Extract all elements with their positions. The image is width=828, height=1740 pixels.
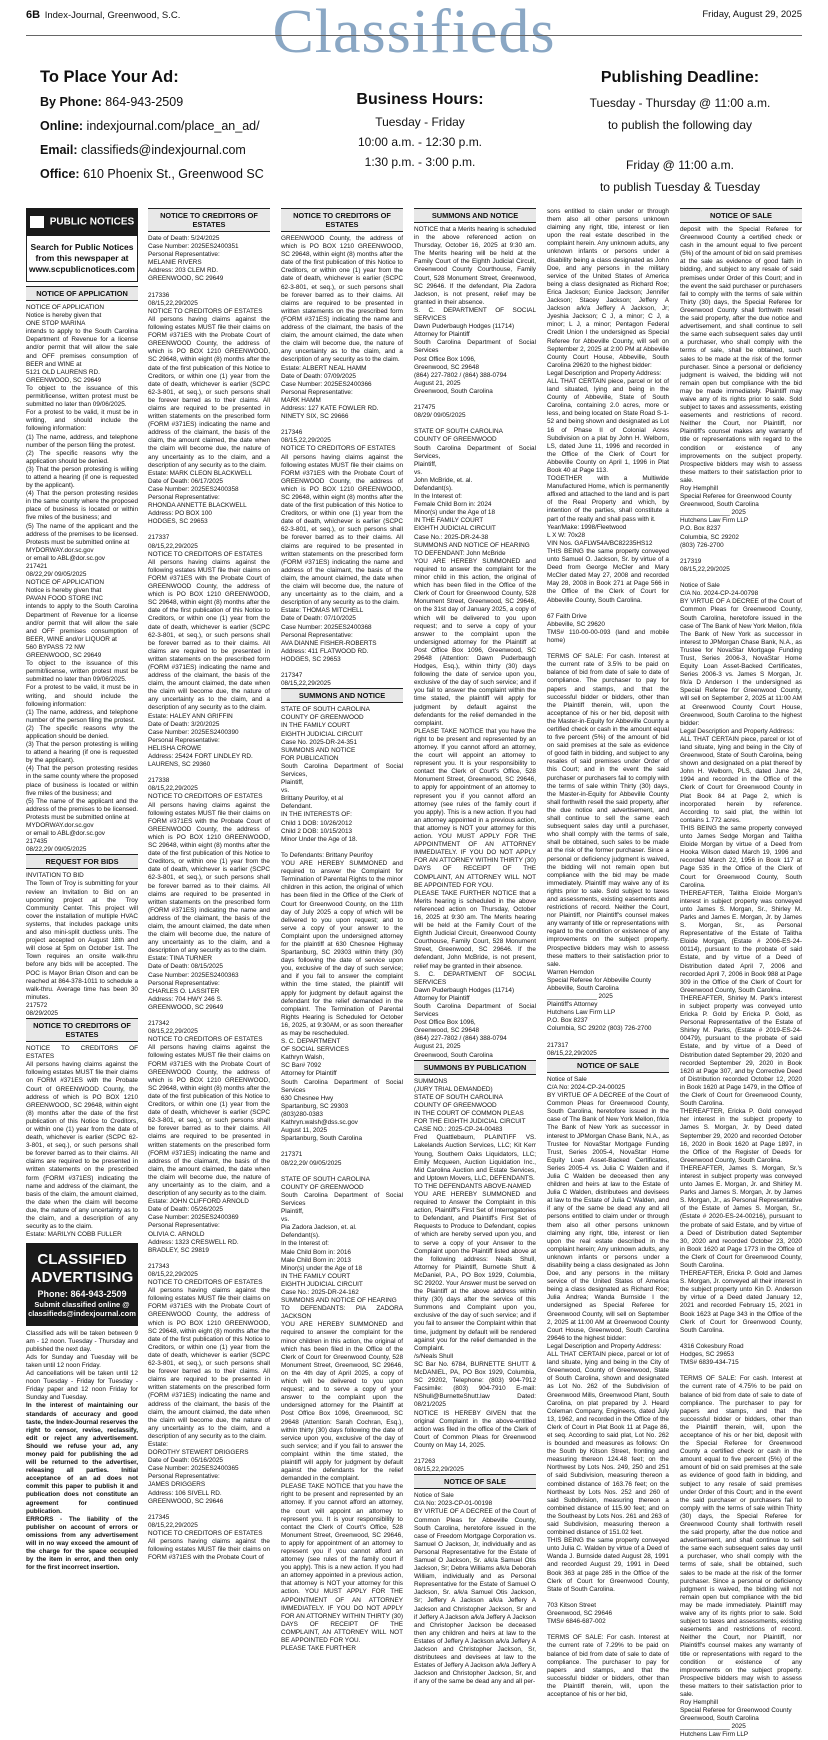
deadline-line-2: to publish the following day	[607, 118, 753, 132]
classified-box-phone[interactable]: Phone: 864-943-2509	[37, 1289, 127, 1300]
classified-policy-text: Classified ads will be taken between 9 am - 12 noon. Tuesday - Thursday and published the next day. Ads for Sunday and Tuesday will be taken until 12 noon Friday. Ad cancellations will be taken until 12 noon Tuesday - Friday for Tuesday - Friday paper and 12 noon Friday for Sunday and Tuesday.	[26, 1329, 138, 1402]
hours-afternoon: 1:30 p.m. - 3:00 p.m.	[364, 155, 476, 169]
newspaper-icon	[30, 216, 44, 228]
header-rule	[26, 35, 802, 36]
column-2	[148, 208, 270, 1576]
notice-body: STATE OF SOUTH CAROLINA COUNTY OF GREENWOOD IN THE FAMILY COURT EIGHTH JUDICIAL CIRCUIT Case No. 2025-DR-24-351 SUMMONS AND NOTICE FOR PUBLICATION South Carolina Department of Social Services, Plaintiff, vs. Brittany Peurifoy, et al Defendant. IN THE INTERESTS OF: Child 1 DOB: 10/26/2012 Child 2 DOB: 10/15/2013 Minor Under the Age of 18. To Defendants: Brittany Peurifoy YOU ARE HEREBY SUMMONED and required to answer the Complaint for Termination of Parental Rights to the minor children in this action, the original of which has been filed in the Office of the Clerk of Court for Greenwood County, on the 11th day of July 2025 a copy of which will be delivered to you upon request; and to serve a copy of your answer to the Complaint upon the undersigned attorney for the plaintiff at 630 Chesnee Highway Spartanburg, SC 29303 within thirty (30) days following the date of service upon you, exclusive of the day of such service; and if you fail to answer the complaint within the time stated, the plaintiff will apply for judgment by default against the defendant for the relief demanded in the complaint. The Termination of Parental Rights Hearing is Scheduled for October 16, 2025, at 9:30AM, or as soon thereafter as may be rescheduled. S. C. DEPARTMENT OF SOCIAL SERVICES Kathryn Walsh, SC Bar# 7092 Attorney for Plaintiff South Carolina Department of Social Services 630 Chesnee Hwy Spartanburg, SC 29303 (803)280-0383 Kathryn.walsh@dss.sc.gov August 11, 2025 Spartanburg, South Carolina 217371 08/22,29/ 09/05/2025 STATE OF SOUTH CAROLINA COUNTY OF GREENWOOD South Carolina Department of Social Services Plaintiff, vs. Pia Zadora Jackson, et. al. Defendant(s). In the Interest of: Male Child Born in: 2016 Male Child Born in: 2013 Minor(s) under the Age of 18 IN THE FAMILY COURT EIGHTH JUDICIAL CIRCUIT Case No.: 2025-DR-24-162 SUMMONS AND NOTICE OF HEARING TO DEFENDANTS: PIA ZADORA JACKSON YOU ARE HEREBY SUMMONED and required to answer the complaint for the minor children in this action, the original of which has been filed in the Office of the Clerk of Court for Greenwood County, 528 Monument Street, Greenwood, SC 29646, on the 4th day of April 2025, a copy of which will be delivered to you upon request; and to serve a copy of your answer to the complaint upon the undersigned attorney for the Plaintiff at Post Office Box 1096, Greenwood, SC 29648 (Attention: Sarah Cochran, Esq.), within thirty (30) days following the date of service upon you, exclusive of the day of such service; and if you fail to answer the complaint within the time stated, the plaintiff will apply for judgment by default against the defendants for the relief demanded in the complaint. PLEASE TAKE NOTICE that you have the right to be present and represented by an attorney. If you cannot afford an attorney, the court will appoint an attorney to represent you. It is your responsibility to contact the Clerk of Court's Office, 528 Monument Street, Greenwood, SC 29646, to apply for appointment of an attorney to represent you if you cannot afford an attorney (see rules of the family court if you apply). This is a new action. If you had an attorney appointed in a previous action, that attorney is NOT your attorney for this action. YOU MUST APPLY FOR THE APPOINTMENT OF AN ATTORNEY IMMEDIATELY. IF YOU DO NOT APPLY FOR AN ATTORNEY WITHIN THIRTY (30) DAYS OF RECEIPT OF THE COMPLAINT, AN ATTORNEY WILL NOT BE APPOINTED FOR YOU. PLEASE TAKE FURTHER	[281, 706, 403, 1653]
email-label: Email:	[40, 143, 78, 157]
notice-heading: SUMMONS AND NOTICE	[281, 688, 403, 703]
column-6	[680, 208, 802, 1739]
notice-heading: SUMMONS BY PUBLICATION	[414, 1060, 536, 1075]
notice-heading: NOTICE TO CREDITORS OF ESTATES	[26, 1018, 138, 1042]
business-days: Tuesday - Friday	[375, 115, 465, 129]
notice-body: SUMMONS (JURY TRIAL DEMANDED) STATE OF SOUTH CAROLINA COUNTY OF GREENWOOD IN THE COURT OF COMMON PLEAS FOR THE EIGHTH JUDICIAL CIRCUIT CASE NO.: 2025-CP-24-00483 Fred Quattlebaum, PLAINTIFF VS. Lakelands Auction Services, LLC; Kit Kerr Young, Southern Oaks Liquidators, LLC; Emily Mcqueen, Auction Liquidation Inc., Mid Carolina Auction and Estate Services, and Uptown Movers, LLC, DEFENDANTS. TO THE DEFENDANTS ABOVE-NAMED YOU ARE HEREBY SUMMONED and required to Answer the Complaint in this action, Plaintiff's First Set of Interrogatories to Defendant, and Plaintiff's First Set of Requests to Produce to Defendant, copies of which are hereby served upon you, and to serve a copy of your Answer to the Complaint upon the Plaintiff listed above at the following address: Neals Shull, Attorney for Plaintiff, Burnette Shutt & McDaniel, P.A., PO Box 1929, Columbia, SC 29202. Your Answer must be served on the Plaintiff at the above address within thirty (30) days after the service of this Summons and Complaint upon you, exclusive of the day of such service; and if you fail to answer the Complaint within that time, judgment by default will be rendered against you for the relief demanded in the Complaint. /s/Neals Shull SC Bar No. 6784, BURNETTE SHUTT & McDANIEL, PA, PO Box 1929, Columbia, SC 29202, Telephone: (803) 904-7912 Facsimile: (803) 904-7910 E-mail: NShull@BurnetteShutt.law Dated: 08/21/2025 NOTICE IS HEREBY GIVEN that the original Complaint in the above-entitled action was filed in the office of the Clerk of Court of Common Pleas for Greenwood County on May 14, 2025. 217263 08/15,22,29/2025	[414, 1077, 536, 1474]
notice-heading: NOTICE TO CREDITORS OF ESTATES	[148, 208, 270, 232]
online-link[interactable]: indexjournal.com/place_an_ad/	[86, 119, 260, 133]
phone-value[interactable]: 864-943-2509	[105, 95, 184, 109]
hours-morning: 10:00 a.m. - 12:30 p.m.	[357, 135, 483, 149]
notice-body: Date of Death: 5/24/2025 Case Number: 2025ES2400351 Personal Representative: MELANIE RIVERS Address: 203 CLEM RD. GREENWOOD, SC 29649 217336 08/15,22,29/2025 NOTICE TO CREDITORS OF ESTATES All persons having claims against the following estates MUST file their claims on FORM #371ES with the Probate Court of GREENWOOD County, the address of which is PO BOX 1210 GREENWOOD, SC 29648, within eight (8) months after the date of the first publication of this Notice to Creditors, or within one (1) year from the date of death, whichever is earlier (SCPC 62-3-801, et seq.), or such persons shall be forever barred as to their claims. All claims are required to be presented in written statements on the prescribed form (FORM #371ES) indicating the name and address of the claimant, the basis of the claim, the amount claimed, the date when the claim will become due, the nature of any uncertainty as to the claim, and a description of any security as to the claim. Estate: MARK CLEON BLACKWELL Date of Death: 06/17/2025 Case Number: 2025ES2400358 Personal Representative: RHONDA ANNETTE BLACKWELL Address: PO BOX 100 HODGES, SC 29653 217337 08/15,22,29/2025 NOTICE TO CREDITORS OF ESTATES All persons having claims against the following estates MUST file their claims on FORM #371ES with the Probate Court of GREENWOOD County, the address of which is PO BOX 1210 GREENWOOD, SC 29648, within eight (8) months after the date of the first publication of this Notice to Creditors, or within one (1) year from the date of death, whichever is earlier (SCPC 62-3-801, et seq.), or such persons shall be forever barred as to their claims. All claims are required to be presented in written statements on the prescribed form (FORM #371ES) indicating the name and address of the claimant, the basis of the claim, the amount claimed, the date when the claim will become due, the nature of any uncertainty as to the claim, and a description of any security as to the claim. Estate: HALEY ANN GRIFFIN Date of Death: 3/20/2025 Case Number: 2025ES2400390 Personal Representative: HELISHA CROWE Address: 25424 FORT LINDLEY RD. LAURENS, SC 29360 217338 08/15,22,29/2025 NOTICE TO CREDITORS OF ESTATES All persons having claims against the following estates MUST file their claims on FORM #371ES with the Probate Court of GREENWOOD County, the address of which is PO BOX 1210 GREENWOOD, SC 29648, within eight (8) months after the date of the first publication of this Notice to Creditors, or within one (1) year from the date of death, whichever is earlier (SCPC 62-3-801, et seq.), or such persons shall be forever barred as to their claims. All claims are required to be presented in written statements on the prescribed form (FORM #371ES) indicating the name and address of the claimant, the basis of the claim, the amount claimed, the date when the claim will become due, the nature of any uncertainty as to the claim, and a description of any security as to the claim. Estate: TINA TURNER Date of Death: 08/15/2025 Case Number: 2025ES2400363 Personal Representative: CHARLES O. LASSITER Address: 704 HWY 246 S. GREENWOOD, SC 29649 217342 08/15,22,29/2025 NOTICE TO CREDITORS OF ESTATES All persons having claims against the following estates MUST file their claims on FORM #371ES with the Probate Court of GREENWOOD County, the address of which is PO BOX 1210 GREENWOOD, SC 29648, within eight (8) months after the date of the first publication of this Notice to Creditors, or within one (1) year from the date of death, whichever is earlier (SCPC 62-3-801, et seq.), or such persons shall be forever barred as to their claims. All claims are required to be presented in written statements on the prescribed form (FORM #371ES) indicating the name and address of the claimant, the basis of the claim, the amount claimed, the date when the claim will become due, the nature of any uncertainty as to the claim, and a description of any security as to the claim. Estate: JOHN CLIFFORD ARNOLD Date of Death: 05/26/2025 Case Number: 2025ES2400369 Personal Representative: OLIVIA C. ARNOLD Address: 1323 CRESWELL RD. BRADLEY, SC 29819 217343 08/15,22,29/2025 NOTICE TO CREDITORS OF ESTATES All persons having claims against the following estates MUST file their claims on FORM #371ES with the Probate Court of GREENWOOD County, the address of which is PO BOX 1210 GREENWOOD, SC 29648, within eight (8) months after the date of the first publication of this Notice to Creditors, or within one (1) year from the date of death, whichever is earlier (SCPC 62-3-801, et seq.), or such persons shall be forever barred as to their claims. All claims are required to be presented in written statements on the prescribed form (FORM #371ES) indicating the name and address of the claimant, the basis of the claim, the amount claimed, the date when the claim will become due, the nature of any uncertainty as to the claim, and a description of any security as to the claim. Estate: DOROTHY STEWERT DRIGGERS Date of Death: 05/16/2025 Case Number: 2025ES2400365 Personal Representative: JAMES DRIGGERS Address: 106 SIVELL RD. GREENWOOD, SC 29646 217345 08/15,22,29/2025 NOTICE TO CREDITORS OF ESTATES All persons having claims against the following estates MUST file their claims on FORM #371ES with the Probate Court of	[148, 235, 270, 1562]
notice-heading: NOTICE OF SALE	[414, 1474, 536, 1489]
deadline-gap	[545, 136, 815, 154]
section-name: Index-Journal, Greenwood, S.C.	[44, 10, 181, 21]
publishing-deadline	[545, 64, 815, 198]
notice-body: NOTICE TO CREDITORS OF ESTATES All persons having claims against the following estates MUST file their claims on FORM #371ES with the Probate Court of GREENWOOD County, the address of which is PO BOX 1210 GREENWOOD, SC 29648, within eight (8) months after the date of the first publication of this Notice to Creditors, or within one (1) year from the date of death, whichever is earlier (SCPC 62-3-801, et seq.), or such persons shall be forever barred as to their claims. All claims are required to be presented in written statements on the prescribed form (FORM #371ES) indicating the name and address of the claimant, the basis of the claim, the amount claimed, the date when the claim will become due, the nature of any uncertainty as to the claim, and a description of any security as to the claim. Estate: MARILYN COBB FULLER	[26, 1045, 138, 1239]
notice-body: Notice of Sale C/A No: 2023-CP-01-00198 BY VIRTUE OF A DECREE of the Court of Common Pleas for Abbeville County, South Carolina, heretofore issued in the case of Freedom Mortgage Corporation vs. Samuel O Jackson, Jr, individually and as Personal Representative for the Estate of Samuel O Jackson, Sr. a/k/a Samuel Otis Jackson, Sr; Debra Williams a/k/a Deborah William, individually and as Personal Representative for the Estate of Samuel O Jackson, Sr. a/k/a Samuel Otis Jackson, Sr; Jeffery A Jackson a/k/a Jeffery A Jackson and Christopher Jackson, Sr and if Jeffery A Jackson a/k/a Jeffery A Jackson and Christopher Jackson be deceased then any children and heirs at law to the Estates of Jeffery A Jackson a/k/a Jeffery A Jackson and Christopher Jackson, Sr, distributees and devisees at law to the Estates of Jeffery A Jackson a/k/a Jeffery A Jackson and Christopher Jackson, Sr, and if any of the same be dead any and all per-	[414, 1492, 536, 1686]
public-notices-label: PUBLIC NOTICES	[49, 216, 135, 228]
notice-heading: SUMMONS AND NOTICE	[414, 208, 536, 223]
phone-label: By Phone:	[40, 95, 102, 109]
deadline-line-1: Tuesday - Thursday @ 11:00 a.m.	[589, 96, 771, 110]
page-number: 6B	[26, 9, 41, 21]
classified-box-submit[interactable]: Submit classified online @ classifieds@indexjournal.com	[28, 1300, 136, 1318]
column-1	[26, 208, 138, 1576]
office-label: Office:	[40, 167, 80, 181]
notice-body: INVITATION TO BID The Town of Troy is submitting for your review an Invitation to Bid on an upcoming project at the Troy Community Center. This project will cover the installation of multiple HVAC systems, that includes package units and also mini-split ductless units. The project accepted on August 18th and will close at 5pm on October 1st. The Town requires an onsite walk-thru before any bids will be accepted. The POC is Mayor Brian Olson and can be reached at 864-378-1011 to schedule a walk-thru. Average time has been 30 minutes. 217572 08/29/2025	[26, 872, 138, 1017]
issue-date: Friday, August 29, 2025	[702, 9, 802, 20]
column-4	[414, 208, 536, 1686]
business-hours-title: Business Hours:	[356, 91, 484, 108]
notice-body: NOTICE OF APPLICATION Notice is hereby given that ONE STOP MARINA intends to apply to the South Carolina Department of Revenue for a license and/or permit that will allow the sale and OFF premises consumption of BEER and WINE at 5121 OLD LAURENS RD. GREENWOOD, SC 29649 To object to the issuance of this permit/license, written protest must be submitted no later than 09/06/2025. For a protest to be valid, it must be in writing, and should include the following information: (1) The name, address, and telephone number of the person filing the protest. (2) The specific reasons why the application should be denied. (3) That the person protesting is willing to attend a hearing (if one is requested by the applicant). (4) That the person protesting resides in the same county where the proposed place of business is located or within five miles of the business; and (5) The name of the applicant and the address of the premises to be licensed. Protests must be submitted online at MYDORWAY.dor.sc.gov or email to ABL@dor.sc.gov 217421 08/22,29/ 09/05/2025 NOTICE OF APPLICATION Notice is hereby given that PAVAN FOOD STORE INC intends to apply to the South Carolina Department of Revenue for a license and/or permit that will allow the sale and OFF premises consumption of BEER, WINE and/or LIQUOR at 560 BYPASS 72 NW GREENWOOD, SC 29649 To object to the issuance of this permit/license, written protest must be submitted no later than 09/06/2025. For a protest to be valid, it must be in writing, and should include the following information: (1) The name, address, and telephone number of the person filing the protest. (2) The specific reasons why the application should be denied. (3) That the person protesting is willing to attend a hearing (if one is requested by the applicant). (4) That the person protesting resides in the same county where the proposed place of business is located or within five miles of the business; and (5) The name of the applicant and the address of the premises to be licensed. Protests must be submitted online at MYDORWAY.dor.sc.gov or email to ABL@dor.sc.gov 217435 08/22,29/ 09/05/2025	[26, 304, 138, 854]
classified-errors-text: ERRORS - The liability of the publisher on account of errors or omissions from any advertisement will in no way exceed the amount of the charge for the space occupied by the item in error, and then only for the first incorrect insertion.	[26, 1515, 140, 1572]
masthead-title: Classifieds	[272, 0, 556, 66]
notice-body: NOTICE that a Merits hearing is scheduled in the above referenced action on Thursday, October 16, 2025 at 9:30 am. The Merits hearing will be held at the Family Court of the Eighth Judicial Circuit, Greenwood County Courthouse, Family Court, 528 Monument Street, Greenwood, SC 29646. If the defendant, Pia Zadora Jackson, is not present, relief may be granted in their absence. S. C. DEPARTMENT OF SOCIAL SERVICES Dawn Puderbaugh Hodges (11714) Attorney for Plaintiff South Carolina Department of Social Services Post Office Box 1096, Greenwood, SC 29648 (864) 227-7802 / (864) 388-0794 August 21, 2025 Greenwood, South Carolina 217475 08/29/ 09/05/2025 STATE OF SOUTH CAROLINA COUNTY OF GREENWOOD South Carolina Department of Social Services, Plaintiff, vs. John McBride, et. al. Defendant(s). In the Interest of: Female Child Born in: 2024 Minor(s) under the Age of 18 IN THE FAMILY COURT EIGHTH JUDICIAL CIRCUIT Case No.: 2025-DR-24-38 SUMMONS AND NOTICE OF HEARING TO DEFENDANT: John McBride YOU ARE HEREBY SUMMONED and required to answer the complaint for the minor child in this action, the original of which has been filed in the Office of the Clerk of Court for Greenwood County, 528 Monument Street, Greenwood, SC 29646, on the 31st day of January 2025, a copy of which will be delivered to you upon request; and to serve a copy of your answer to the complaint upon the undersigned attorney for the Plaintiff at Post Office Box 1096, Greenwood, SC 29648 (Attention: Dawn Puderbaugh Hodges, Esq.), within thirty (30) days following the date of service upon you, exclusive of the day of such service; and if you fail to answer the complaint within the time stated, the plaintiff will apply for judgment by default against the defendants for the relief demanded in the complaint. PLEASE TAKE NOTICE that you have the right to be present and represented by an attorney. If you cannot afford an attorney, the court will appoint an attorney to represent you. It is your responsibility to contact the Clerk of Court's Office, 528 Monument Street, Greenwood, SC 29646, to apply for appointment of an attorney to represent you if you cannot afford an attorney (see rules of the family court if you apply). This is a new action. If you had an attorney appointed in a previous action, that attorney is NOT your attorney for this action. YOU MUST APPLY FOR THE APPOINTMENT OF AN ATTORNEY IMMEDIATELY. IF YOU DO NOT APPLY FOR AN ATTORNEY WITHIN THIRTY (30) DAYS OF RECEIPT OF THE COMPLAINT, AN ATTORNEY WILL NOT BE APPOINTED FOR YOU. PLEASE TAKE FURTHER NOTICE that a Merits hearing is scheduled in the above referenced action on Thursday, October 16, 2025 at 9:30 am. The Merits hearing will be held at the Family Court of the Eighth Judicial Circuit, Greenwood County Courthouse, Family Court, 528 Monument Street, Greenwood, SC 29646. If the defendant, John McBride, is not present, relief may be granted in their absence. S. C. DEPARTMENT OF SOCIAL SERVICES Dawn Puderbaugh Hodges (11714) Attorney for Plaintiff South Carolina Department of Social Services Post Office Box 1096, Greenwood, SC 29648 (864) 227-7802 / (864) 388-0794 August 21, 2025 Greenwood, South Carolina	[414, 226, 536, 1059]
deadline-title: Publishing Deadline:	[600, 69, 760, 86]
top-bar	[26, 6, 802, 28]
deadline-line-3: Friday @ 11:00 a.m.	[626, 158, 734, 172]
notice-heading: NOTICE OF SALE	[547, 1058, 669, 1073]
place-ad-title: To Place Your Ad:	[40, 68, 179, 86]
notice-heading: REQUEST FOR BIDS	[26, 854, 138, 869]
classified-advertising-box	[26, 1243, 138, 1325]
public-notices-search[interactable]: Search for Public Notices from this newspaper at www.scpublicnotices.com	[26, 236, 138, 282]
business-hours	[300, 88, 540, 172]
notice-heading: NOTICE OF SALE	[680, 208, 802, 223]
notice-body: GREENWOOD County, the address of which is PO BOX 1210 GREENWOOD, SC 29648, within eight (8) months after the date of the first publication of this Notice to Creditors, or within one (1) year from the date of death, whichever is earlier (SCPC 62-3-801, et seq.), or such persons shall be forever barred as to their claims. All claims are required to be presented in written statements on the prescribed form (FORM #371ES) indicating the name and address of the claimant, the basis of the claim, the amount claimed, the date when the claim will become due, the nature of any uncertainty as to the claim, and a description of any security as to the claim. Estate: ALBERT NEAL HAMM Date of Death: 07/09/2025 Case Number: 2025ES2400366 Personal Representative: MARK HAMM Address: 127 KATE FOWLER RD. NINETY SIX, SC 29666 217346 08/15,22,29/2025 NOTICE TO CREDITORS OF ESTATES All persons having claims against the following estates MUST file their claims on FORM #371ES with the Probate Court of GREENWOOD County, the address of which is PO BOX 1210 GREENWOOD, SC 29648, within eight (8) months after the date of the first publication of this Notice to Creditors, or within one (1) year from the date of death, whichever is earlier (SCPC 62-3-801, et seq.), or such persons shall be forever barred as to their claims. All claims are required to be presented in written statements on the prescribed form (FORM #371ES) indicating the name and address of the claimant, the basis of the claim, the amount claimed, the date when the claim will become due, the nature of any uncertainty as to the claim, and a description of any security as to the claim. Estate: THOMAS MITCHELL Date of Death: 07/10/2025 Case Number: 2025ES2400368 Personal Representative: AVA DIANNE FISHER-ROBERTS Address: 411 FLATWOOD RD. HODGES, SC 29653 217347 08/15,22,29/2025	[281, 235, 403, 688]
public-notices-banner	[26, 208, 138, 236]
deadline-line-4: to publish Tuesday & Tuesday	[599, 180, 761, 194]
notice-body: Notice of Sale C/A No: 2024-CP-24-00025 BY VIRTUE OF A DECREE of the Court of Common Pleas for Greenwood County, South Carolina, heretofore issued in the case of The Bank of New York Mellon, f/k/a The Bank of New York as successor in interest to JPMorgan Chase Bank, N.A., as Trustee for NovaStar Mortgage Funding Trust, Series 2005-4, NovaStar Home Equity Loan Asset-Backed Certificates, Series 2005-4 vs. Julia C Walden and if Julia C Walden be deceased then any children and heirs at law to the Estate of Julia C Walden, distributees and devisees at law to the Estate of Julia C Walden, and if any of the same be dead any and all persons entitled to claim under or through them also all other persons unknown claiming any right, title, interest or lien upon the real estate described in the complaint herein; Any unknown adults, any unknown infants or persons under a disability being a class designated as John Doe, and any persons in the military service of the United States of America being a class designated as Richard Roe; Julia Andrea; Wanda Burnside I the undersigned as Special Referee for Greenwood County, will sell on September 2, 2025 at 11:00 AM at Greenwood County Court House, Greenwood, South Carolina 29646 to the highest bidder: Legal Description and Property Address: ALL THAT CERTAIN piece, parcel or lot of land situate, lying and being in the City of Greenwood, County of Greenwood, State of South Carolina, shown and designated as Lot No. 262 of the Subdivision of Greenwood Mills, Greenwood Plant, South Carolina, on plat prepared by J. Heard Coleman Company, Engineers, dated July 13, 1962, and recorded in the Office of the Clerk of Court in Plat Book 11 at Page 86, et seq. According to said plat, Lot No. 262 is bounded and measures as follows: On the South by Kitson Street, fronting and measuring thereon 124.48 feet; on the Northwest by Lots Nos. 249, 250 and 251 of said Subdivision, measuring thereon a combined distance of 163.76 feet; on the Northeast by Lots Nos. 252 and 260 of said Subdivision, measuring thereon a combined distance of 115.90 feet; and on the Southeast by Lots Nos. 261 and 263 of said Subdivision, measuring thereon a combined distance of 151.02 feet. THIS BEING the same property conveyed unto Julia C. Walden by virtue of a Deed of Wanda J. Burnside dated August 28, 1991 and recorded August 29, 1991 in Deed Book 363 at page 285 in the Office of the Clerk of Court for Greenwood County, State of South Carolina. 703 Kitson Street Greenwood, SC 29646 TMS# 6846-687-002 TERMS OF SALE: For cash. Interest at the current rate of 7.29% to be paid on balance of bid from date of sale to date of compliance. The purchaser to pay for papers and stamps, and that the successful bidder or bidders, other than the Plaintiff therein, will, upon the acceptance of his or her bid,	[547, 1075, 669, 1698]
notice-body: deposit with the Special Referee for Greenwood County a certified check or cash in the amount equal to five percent (5%) of the amount of bid on said premises at the sale as evidence of good faith in bidding, and subject to any resale of said premises under Order of this Court; and in the event the said purchaser or purchasers fail to comply with the terms of sale within Thirty (30) days, the Special Referee for Greenwood County shall forthwith resell the said property, after the due notice and advertisement, and shall continue to sell the same each subsequent sales day until a purchaser, who shall comply with the terms of sale, shall be obtained, such sales to be made at the risk of the former purchaser. Since a personal or deficiency judgment is waived, the bidding will not remain open but compliance with the bid may be made immediately. Plaintiff may waive any of its rights prior to sale. Sold subject to taxes and assessments, existing easements and restrictions of record. Neither the Court, nor Plaintiff, nor Plaintiff's counsel makes any warranty of title or representations with regard to the condition or existence of any improvements on the subject property. Prospective bidders may wish to assess these matters to their satisfaction prior to sale. Roy Hemphill Special Referee for Greenwood County Greenwood, South Carolina ______________ 2025 Hutchens Law Firm LLP P.O. Box 8237 Columbia, SC 29202 (803) 726-2700 217319 08/15,22,29/2025 Notice of Sale C/A No. 2024-CP-24-00798 BY VIRTUE OF A DECREE of the Court of Common Pleas for Greenwood County, South Carolina, heretofore issued in the case of The Bank of New York Mellon, f/k/a The Bank of New York as successor in interest to JPMorgan Chase Bank, N.A., as Trustee for NovaStar Mortgage Funding Trust, Series 2006-3, NovaStar Home Equity Loan Asset-Backed Certificates, Series 2006-3 vs. James S Morgan, Jr. f/k/a D Anderson I the undersigned as Special Referee for Greenwood County, will sell on September 2, 2025 at 11:00 AM at Greenwood County Court House, Greenwood, South Carolina to the highest bidder: Legal Description and Property Address: ALL THAT CERTAIN piece, parcel or lot of land situate, lying and being in the City of Greenwood, State of South Carolina, being shown and designated on a plat thereof by John H. Welborn, PLS, dated June 24, 1994 and recorded in the Office of the Clerk of Court for Greenwood County in Plat Book 84 at Page 2, which is incorporated herein by reference. According to said plat, the within lot contains 1.772 acres. THIS BEING the same property conveyed unto James Sedge Morgan and Talitha Eloide Morgan by virtue of a Deed from Hooka Wilson dated March 19, 1996 and recorded March 22, 1956 in Book 117 at Page 535 in the Office of the Clerk of Court for Greenwood County, South Carolina. THEREAFTER, Talitha Eloide Morgan's interest in subject property was conveyed unto James S. Morgan, Sr., Shirley M. Parks and James E. Morgan, Jr. by James S. Morgan, Sr., as Personal Representative of the Estate of Talitha Eloide Morgan, (Estate # 2006-ES-24-00114), pursuant to the probate of said Estate, and by virtue of a Deed of Distribution dated April 7, 2006 and recorded April 7, 2006 in Book 988 at Page 309 in the Office of the Clerk of Court for Greenwood County, South Carolina. THEREAFTER, Shirley M. Park's interest in subject property was conveyed unto Ericka P. Gold by Ericka P. Gold, as Personal Representative of the Estate of Shirley M. Parks, (Estate # 2019-ES-24-00479), pursuant to the probate of said Estate, and by virtue of a Deed of Distribution dated September 29, 2020 and recorded September 29, 2020 in Book 1620 at Page 307, and by Corrective Deed of Distribution recorded October 12, 2020 in Book 1620 at Page 1479, in the Office of the Clerk of Court for Greenwood County, South Carolina. THEREAFTER, Ericka P. Gold conveyed her interest in the subject property to James S. Morgan, Jr. by Deed dated September 29, 2020 and recorded October 16, 2020 in Book 1620 at Page 1897, in the Office of the Register of Deeds for Greenwood County, South Carolina. THEREAFTER, James S. Morgan, Sr.'s interest in subject property was conveyed unto James E. Morgan, Jr. and Shirley M. Parks and James S. Morgan, Jr. by James S. Morgan, Jr., as Personal Representative of the Estate of James S. Morgan, Sr., (Estate # 2020-ES-24-00216), pursuant to the probate of said Estate, and by virtue of a Deed of Distribution dated September 30, 2020 and recorded October 23, 2020 in Book 1620 at Page 1773 in the Office of the Clerk of Court for Greenwood County, South Carolina. THEREAFTER, Ericka P. Gold and James S. Morgan, Jr. conveyed all their interest in the subject property unto Kin D. Anderson by virtue of a Deed dated January 12, 2021 and recorded February 15, 2021 in Book 1623 at Page 343 in the Office of the Clerk of Court for Greenwood County, South Carolina. 4316 Cokesbury Road Hodges, SC 29653 TMS# 6839-434-715 TERMS OF SALE: For cash. Interest at the current rate of 4.75% to be paid on balance of bid from date of sale to date of compliance. The purchaser to pay for papers and stamps, and that the successful bidder or bidders, other than the Plaintiff therein, will, upon the acceptance of his or her bid, deposit with the Special Referee for Greenwood County a certified check or cash in the amount equal to five percent (5%) of the amount of bid on said premises at the sale as evidence of good faith in bidding, and subject to any resale of said premises under Order of this Court; and in the event the said purchaser or purchasers fail to comply with the terms of sale within Thirty (30) days, the Special Referee for Greenwood County shall forthwith resell the said property, after the due notice and advertisement, and shall continue to sell the same each subsequent sales day until a purchaser, who shall comply with the terms of sale, shall be obtained, such sales to be made at the risk of the former purchaser. Since a personal or deficiency judgment is waived, the bidding will not remain open but compliance with the bid may be made immediately. Plaintiff may waive any of its rights prior to sale. Sold subject to taxes and assessments, existing easements and restrictions of record. Neither the Court, nor Plaintiff, nor Plaintiff's counsel makes any warranty of title or representations with regard to the condition or existence of any improvements on the subject property. Prospective bidders may wish to assess these matters to their satisfaction prior to sale. Roy Hemphill Special Referee for Greenwood County Greenwood, South Carolina ______________ 2025 Hutchens Law Firm LLP	[680, 226, 802, 1739]
notice-heading: NOTICE OF APPLICATION	[26, 286, 138, 301]
classified-box-title: CLASSIFIED ADVERTISING	[30, 1251, 134, 1287]
notice-heading: NOTICE TO CREDITORS OF ESTATES	[281, 208, 403, 232]
notice-body: sons entitled to claim under or through them also all other persons unknown claiming any right, title, interest or lien upon the real estate described in the complaint herein. Any unknown adults, any unknown infants or persons under a disability being a class designated as John Doe, and any persons in the military service of the United States of America being a class designated as Richard Roe; Erica Jackson; Eunice Jackson; Jennifer Jackson; Stacey Jackson; Jeffery A Jackson a/k/a Jeffery A Jackson, Jr; Jyeshia Jackson; C J, a minor; C J, a minor; L J, a minor; Pentagon Federal Credit Union I the undersigned as Special Referee for Abbeville County, will sell on September 2, 2025 at 2:00 PM at Abbeville County Court House, Abbeville, South Carolina 29620 to the highest bidder: Legal Description and Property Address: ALL THAT CERTAIN piece, parcel or lot of land situated, lying and being in the County of Abbeville, State of South Carolina, containing 2.0 acres, more or less, and being located on State Road S-1-52 and being shown and designated as Lot 16 of Phase II of Colonial Acres Subdivision on a plat by John H. Welborn, LS, dated June 11, 1996 and recorded in the Office of the Clerk of Court for Abbeville County on April 1, 1996 in Plat Book 40 at Page 113. TOGETHER with a Multiwide Manufactured Home, which is permanently affixed and attached to the land and is part of the Real Property and which, by intention of the parties, shall constitute a part of the realty and shall pass with it. Year/Make: 1998/Fleetwood L X W: 70x28 VIN Nos. GAFLW54A/BC82235HS12 THIS BEING the same property conveyed unto Samuel O. Jackson, Sr. by virtue of a Deed from George McCler and Mary McCler dated May 27, 2008 and recorded May 28, 2008 in Book 271 at Page 566 in the Office of the Clerk of Court for Abbeville County, South Carolina. 67 Faith Drive Abbeville, SC 29620 TMS# 110-00-00-093 (land and mobile home) TERMS OF SALE: For cash. Interest at the current rate of 3.5% to be paid on balance of bid from date of sale to date of compliance. The purchaser to pay for papers and stamps, and that the successful bidder or bidders, other than the Plaintiff therein, will, upon the acceptance of his or her bid, deposit with the Master-in-Equity for Abbeville County a certified check or cash in the amount equal to five percent (5%) of the amount of bid on said premises at the sale as evidence of good faith in bidding, and subject to any resales of said premises under Order of this Court; and in the event the said purchaser or purchasers fail to comply with the terms of sale within Thirty (30) days, the Master-in-Equity for Abbeville County shall forthwith resell the said property, after the due notice and advertisement, and shall continue to sell the same each subsequent sales day until a purchaser, who shall comply with the terms of sale, shall be obtained, such sales to be made at the risk of the former purchaser. Since a personal or deficiency judgment is waived, the bidding will not remain open but compliance with the bid may be made immediately. Plaintiff may waive any of its rights prior to sale. Sold subject to taxes and assessments, existing easements and restrictions of record. Neither the Court, nor Plaintiff, nor Plaintiff's counsel makes any warranty of title or representations with regard to the condition or existence of any improvements on the subject property. Prospective bidders may wish to assess these matters to their satisfaction prior to sale. Warren Herndon Special Referee for Abbeville County Abbeville, South Carolina ______________ 2025 Plaintiff's Attorney Hutchens Law Firm LLP P.O. Box 8237 Columbia, SC 29202 (803) 726-2700 217317 08/15,22,29/2025	[547, 208, 669, 1057]
page-label	[26, 9, 180, 21]
column-5	[547, 208, 669, 1698]
email-link[interactable]: classifieds@indexjournal.com	[81, 143, 246, 157]
column-3	[281, 208, 403, 1653]
office-address: 610 Phoenix St., Greenwood SC	[83, 167, 264, 181]
classified-interest-text: In the interest of maintaining our standards of accuracy and good taste, the Index-Journal reserves the right to censor, revise, reclassify, edit or reject any advertisement. Should we refuse your ad, any money paid for publishing the ad will be returned to the advertiser, releasing all parties. Initial acceptance of an ad does not commit this paper to publish it and publication does not constitute an agreement for continued publication.	[26, 1402, 140, 1515]
online-label: Online:	[40, 119, 84, 133]
